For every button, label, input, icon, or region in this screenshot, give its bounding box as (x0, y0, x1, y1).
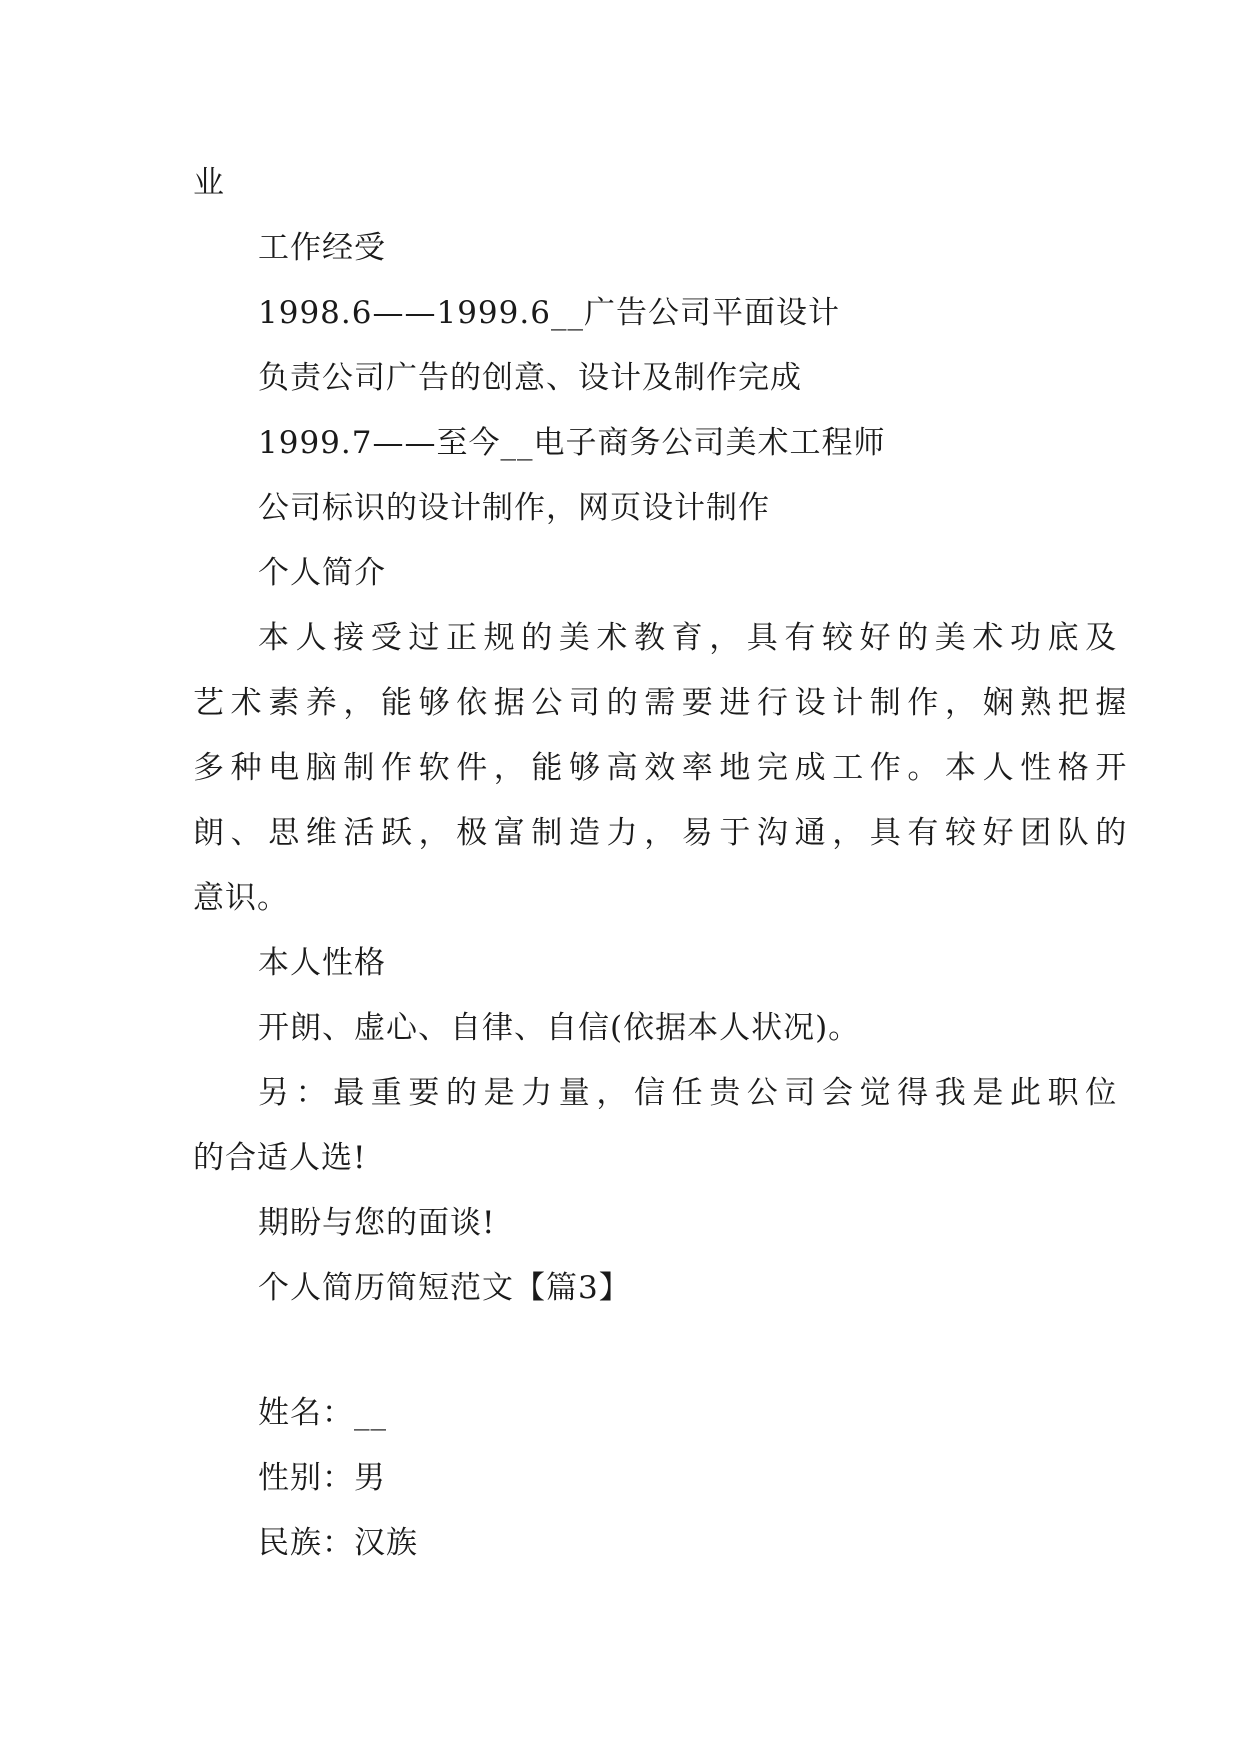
profile-paragraph-line: 朗、思维活跃，极富制造力，易于沟通，具有较好团队的 (193, 815, 1133, 851)
work-entry-1-period: 1998.6——1999.6__广告公司平面设计 (258, 295, 840, 331)
closing-paragraph-line: 的合适人选! (193, 1140, 367, 1176)
section-heading-personality: 本人性格 (258, 945, 386, 981)
closing-greeting: 期盼与您的面谈! (258, 1205, 496, 1241)
field-name: 姓名：__ (258, 1395, 387, 1431)
section-heading-profile: 个人简介 (258, 555, 386, 591)
profile-paragraph-line: 多种电脑制作软件，能够高效率地完成工作。本人性格开 (193, 750, 1133, 786)
field-gender: 性别：男 (258, 1460, 386, 1496)
text-line: 业 (193, 165, 225, 201)
work-entry-1-duty: 负责公司广告的创意、设计及制作完成 (258, 360, 802, 396)
work-entry-2-period: 1999.7——至今__电子商务公司美术工程师 (258, 425, 886, 461)
section-heading-work-experience: 工作经受 (258, 230, 386, 266)
personality-text: 开朗、虚心、自律、自信(依据本人状况)。 (258, 1010, 861, 1046)
closing-paragraph-line: 另：最重要的是力量，信任贵公司会觉得我是此职位 (258, 1075, 1123, 1111)
article-section-title: 个人简历简短范文【篇3】 (258, 1270, 631, 1306)
profile-paragraph-line: 意识。 (193, 880, 289, 916)
field-ethnicity: 民族：汉族 (258, 1525, 418, 1561)
work-entry-2-duty: 公司标识的设计制作，网页设计制作 (258, 490, 770, 526)
profile-paragraph-line: 艺术素养，能够依据公司的需要进行设计制作，娴熟把握 (193, 685, 1133, 721)
profile-paragraph-line: 本人接受过正规的美术教育，具有较好的美术功底及 (258, 620, 1123, 656)
